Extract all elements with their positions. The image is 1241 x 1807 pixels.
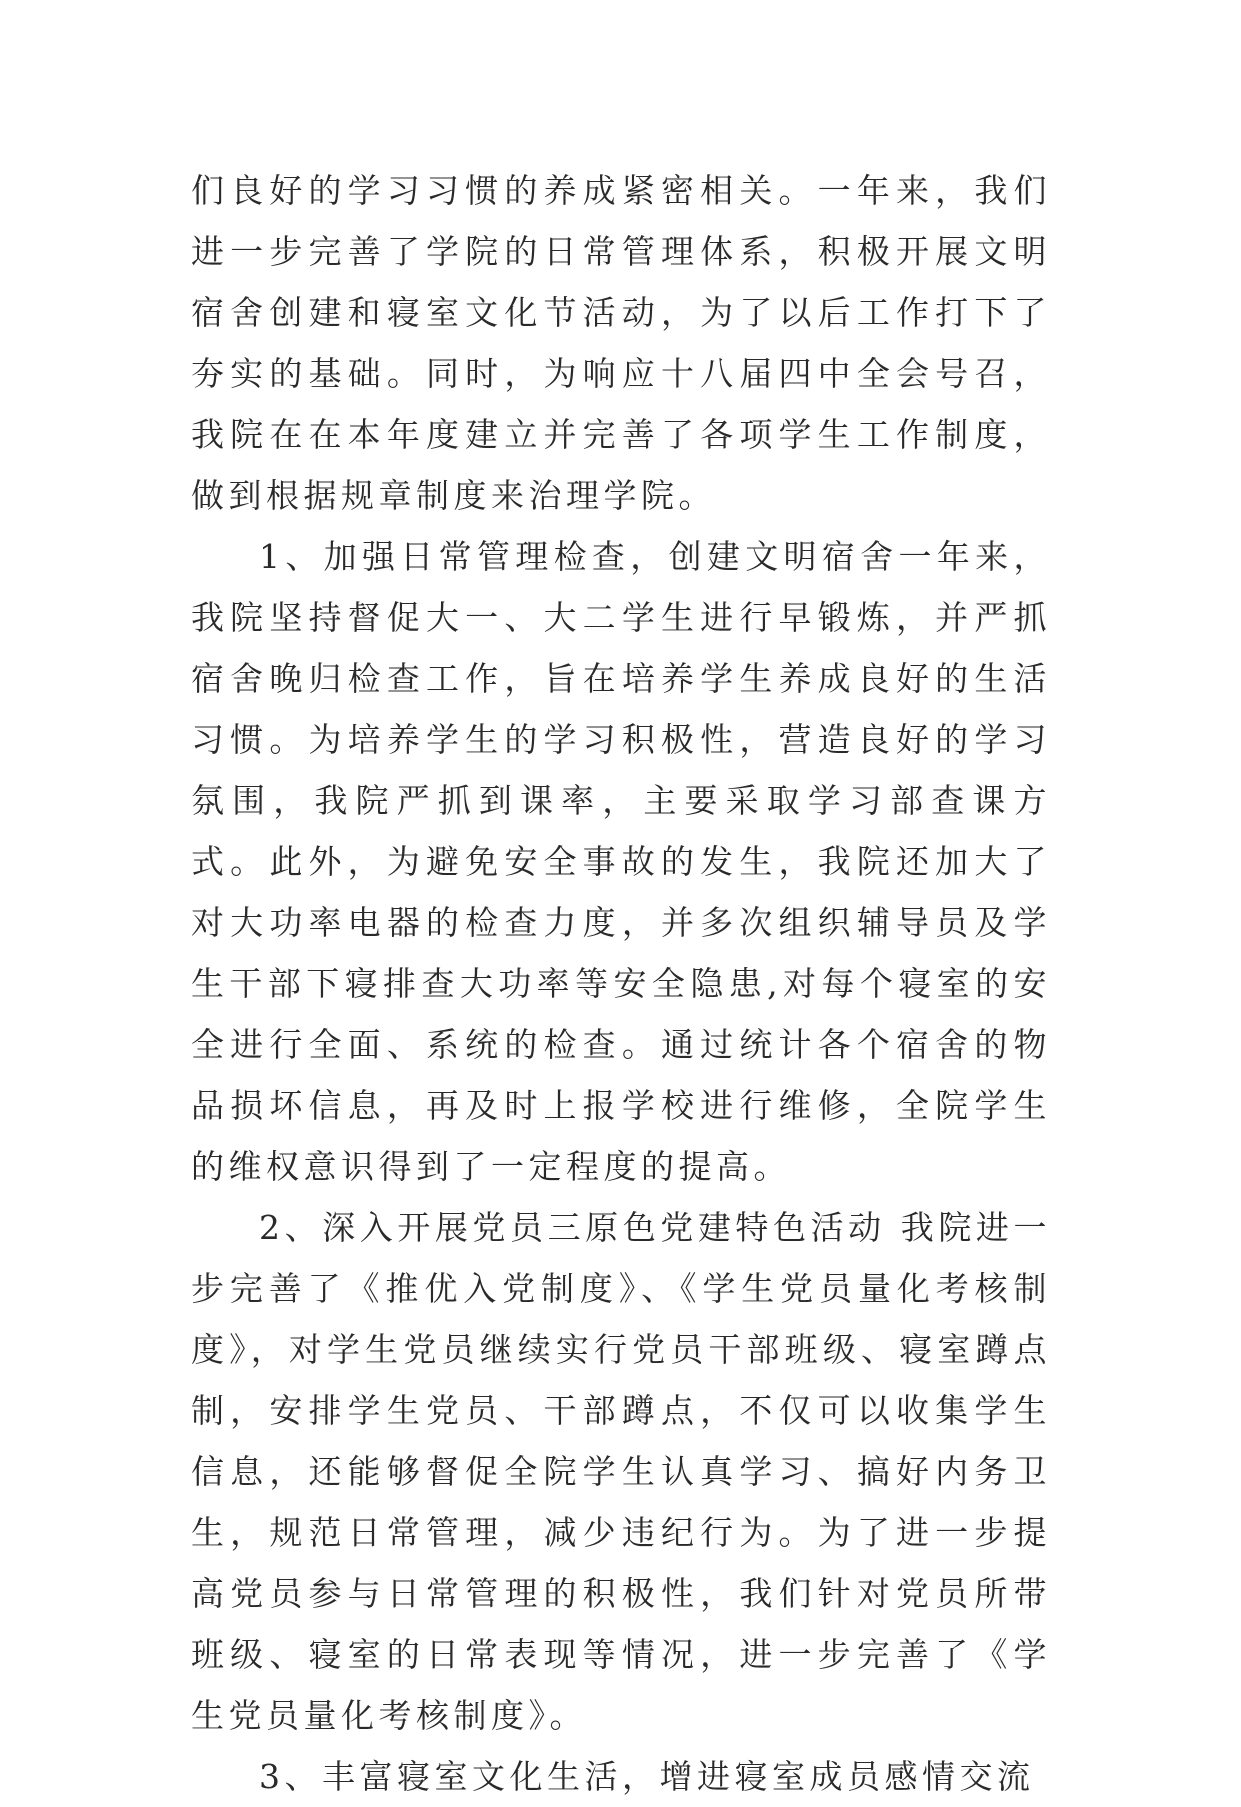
paragraph-item-1: 1、加强日常管理检查，创建文明宿舍一年来，我院坚持督促大一、大二学生进行早锻炼，并严抓宿舍晚归检查工作，旨在培养学生养成良好的生活习惯。为培养学生的学习积极性，营造良好的学习氛围，我院严抓到课率，主要采取学习部查课方式。此外，为避免安全事故的发生，我院还加大了对大功率电器的检查力度，并多次组织辅导员及学生干部下寝排查大功率等安全隐患,对每个寝室的安全进行全面、系统的检查。通过统计各个宿舍的物品损坏信息，再及时上报学校进行维修，全院学生的维权意识得到了一定程度的提高。 (191, 537, 1051, 1186)
document-body (191, 160, 1051, 1807)
paragraph-item-3: 3、丰富寝室文化生活，增进寝室成员感情交流 (259, 1757, 1035, 1796)
paragraph-continuation: 们良好的学习习惯的养成紧密相关。一年来，我们进一步完善了学院的日常管理体系，积极开展文明宿舍创建和寝室文化节活动，为了以后工作打下了夯实的基础。同时，为响应十八届四中全会号召，我院在在本年度建立并完善了各项学生工作制度，做到根据规章制度来治理学院。 (191, 171, 1051, 515)
paragraph-item-2: 2、深入开展党员三原色党建特色活动 我院进一步完善了《推优入党制度》、《学生党员量化考核制度》，对学生党员继续实行党员干部班级、寝室蹲点制，安排学生党员、干部蹲点，不仅可以收集学生信息，还能够督促全院学生认真学习、搞好内务卫生，规范日常管理，减少违纪行为。为了进一步提高党员参与日常管理的积极性，我们针对党员所带班级、寝室的日常表现等情况，进一步完善了《学生党员量化考核制度》。 (191, 1208, 1051, 1735)
